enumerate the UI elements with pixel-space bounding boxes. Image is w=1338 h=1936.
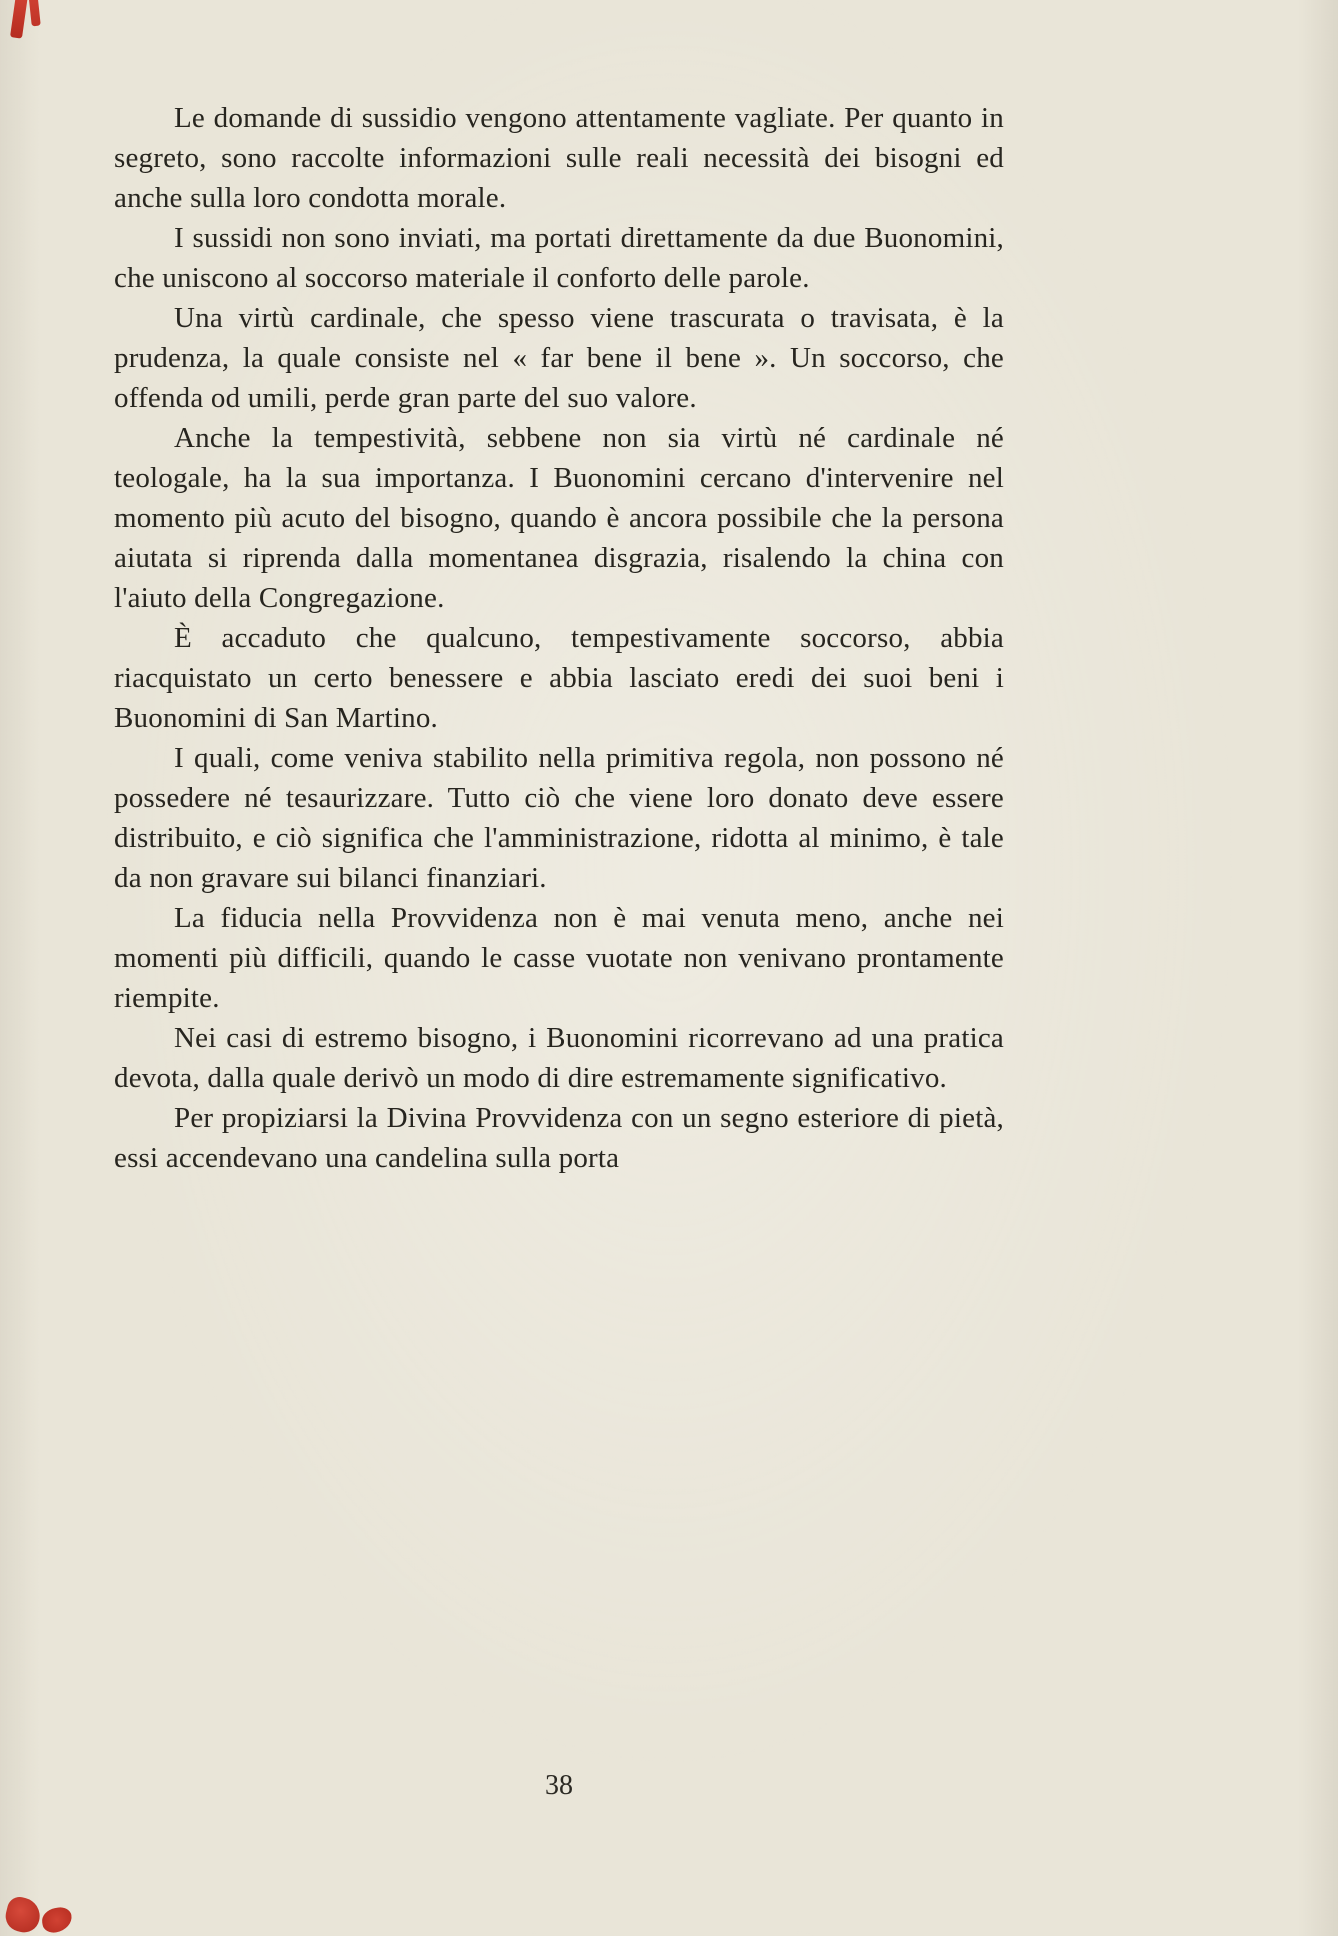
paragraph: È accaduto che qualcuno, tempestivamente soccorso, abbia riacquistato un certo benessere e abbia lasciato eredi dei suoi beni i Buonomini di San Martino. (114, 622, 1004, 734)
paragraph: I quali, come veniva stabilito nella primitiva regola, non possono né possedere né tesaurizzare. Tutto ciò che viene loro donato deve essere distribuito, e ciò significa che l'amministrazione, ridotta al minimo, è tale da non gravare sui bilanci finanziari. (114, 742, 1004, 894)
paragraph: Le domande di sussidio vengono attentamente vagliate. Per quanto in segreto, sono raccolte informazioni sulle reali necessità dei bisogni ed anche sulla loro condotta morale. (114, 102, 1004, 214)
paragraph: Anche la tempestività, sebbene non sia virtù né cardinale né teologale, ha la sua importanza. I Buonomini cercano d'intervenire nel momento più acuto del bisogno, quando è ancora possibile che la persona aiutata si riprenda dalla momentanea disgrazia, risalendo la china con l'aiuto della Congregazione. (114, 422, 1004, 614)
red-ink-mark-bottom-left-1 (2, 1894, 43, 1935)
paragraph: Una virtù cardinale, che spesso viene trascurata o travisata, è la prudenza, la quale consiste nel « far bene il bene ». Un soccorso, che offenda od umili, perde gran parte del suo valore. (114, 302, 1004, 414)
page-body-text (114, 98, 1004, 1178)
paragraph: I sussidi non sono inviati, ma portati direttamente da due Buonomini, che uniscono al soccorso materiale il conforto delle parole. (114, 222, 1004, 294)
page-number: 38 (545, 1770, 573, 1801)
red-ink-mark-top-left-1 (10, 0, 28, 39)
red-ink-mark-bottom-left-2 (40, 1906, 74, 1935)
red-ink-mark-top-left-2 (28, 0, 41, 26)
paragraph: La fiducia nella Provvidenza non è mai venuta meno, anche nei momenti più difficili, quando le casse vuotate non venivano prontamente riempite. (114, 902, 1004, 1014)
paragraph: Nei casi di estremo bisogno, i Buonomini ricorrevano ad una pratica devota, dalla quale derivò un modo di dire estremamente significativo. (114, 1022, 1004, 1094)
paragraph: Per propiziarsi la Divina Provvidenza con un segno esteriore di pietà, essi accendevano una candelina sulla porta (114, 1102, 1004, 1174)
